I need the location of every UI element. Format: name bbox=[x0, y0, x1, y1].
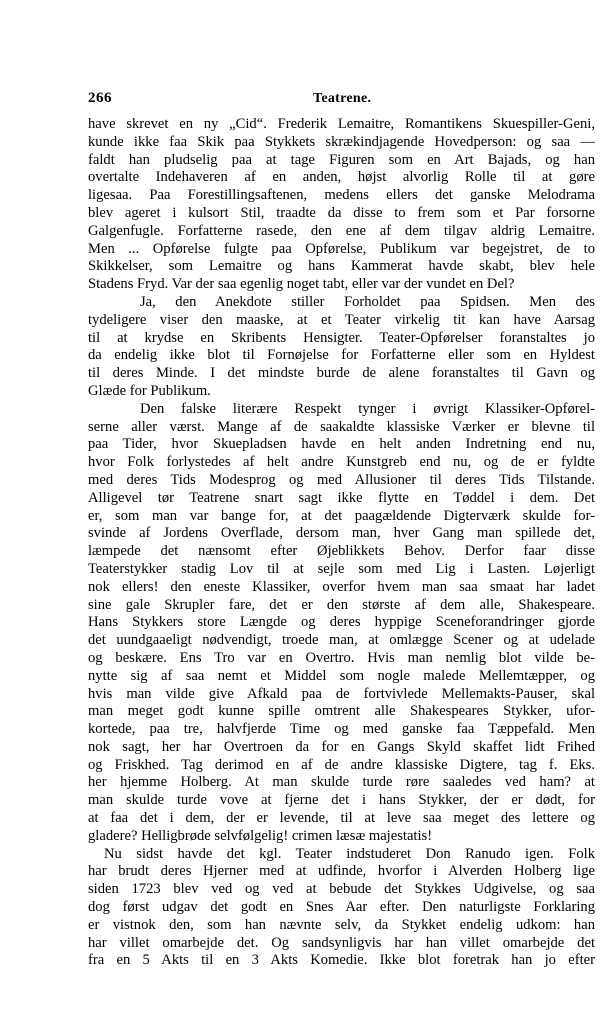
text-line: til at krydse en Skribents Hensigter. Teater-Opførelser foranstaltes jo bbox=[88, 329, 595, 346]
text-line: sine gale Skrupler fare, det er den største af dem alle, Shakespeare. bbox=[88, 596, 595, 613]
text-line: nok ellers! den eneste Klassiker, overfor hvem man saa smaat har ladet bbox=[88, 578, 595, 595]
text-line: faldt han pludselig paa at tage Figuren som en Art Bajads, og han bbox=[88, 151, 595, 168]
text-line: og beskære. Ens Tro var en Overtro. Hvis man nemlig blot vilde be- bbox=[88, 649, 595, 666]
text-line: har brudt deres Hjerner med at udfinde, hvorfor i Alverden Holberg lige bbox=[88, 863, 595, 880]
text-line: Alligevel tør Teatrene snart sagt ikke flytte en Tøddel i dem. Det bbox=[88, 489, 595, 506]
text-line: paa Tider, hvor Skuepladsen havde en helt anden Indretning end nu, bbox=[88, 436, 595, 453]
text-line: Teaterstykker stadig Lov til at sejle som med Lig i Lasten. Løjerligt bbox=[88, 560, 595, 577]
text-line: nytte sig af saa nemt et Middel som nogle malede Mellemtæpper, og bbox=[88, 667, 595, 684]
text-line: Hans Stykkers store Længde og deres hyppige Sceneforandringer gjorde bbox=[88, 614, 595, 631]
text-line: gladere? Helligbrøde selvfølgelig! crimen læsæ majestatis! bbox=[88, 827, 433, 844]
text-line: Stadens Fryd. Var der saa egenlig noget tabt, eller var der vundet en Del? bbox=[88, 276, 515, 293]
paragraph-start-line: Ja, den Anekdote stiller Forholdet paa Spidsen. Men des bbox=[140, 293, 595, 310]
text-line: hvis man vilde give Afkald paa de fortvivlede Mellemakts-Pauser, skal bbox=[88, 685, 595, 702]
text-line: Skikkelser, som Lemaitre og hans Kammerat havde skabt, blev hele bbox=[88, 258, 595, 275]
text-line: Galgenfugle. Forfatterne rasede, den ene af dem tilgav aldrig Lemaitre. bbox=[88, 222, 595, 239]
text-line: da endelig ikke blot til Fornøjelse for Forfatterne eller som en Hyldest bbox=[88, 347, 595, 364]
text-line: hvor Folk forlystedes af helt andre Kunstgreb end nu, og de er fyldte bbox=[88, 454, 595, 471]
text-line: tydeligere viser den maaske, at et Teater virkelig tit kan have Aarsag bbox=[88, 311, 595, 328]
text-line: til deres Minde. I det mindste burde de alene foranstaltes til Gavn og bbox=[88, 365, 595, 382]
text-line: kortede, paa tre, halvfjerde Time og med ganske faa Tæppefald. Men bbox=[88, 721, 595, 738]
text-line: blev ageret i kulsort Stil, traadte da disse to frem som et Par forsorne bbox=[88, 204, 595, 221]
text-line: at faa det i dem, der er levende, til at leve saa meget des lettere og bbox=[88, 810, 595, 827]
text-line: siden 1723 blev ved og ved at bebude det Stykkes Udgivelse, og saa bbox=[88, 881, 595, 898]
text-line: med deres Tids Modesprog og med Allusioner til deres Tids Tilstande. bbox=[88, 471, 595, 488]
page-number: 266 bbox=[88, 90, 112, 106]
text-line: man meget godt kunne spille omtrent alle Shakespeares Stykker, ufor- bbox=[88, 703, 595, 720]
text-line: ligesaa. Paa Forestillingsaftenen, medens ellers det ganske Melodrama bbox=[88, 187, 595, 204]
text-line: have skrevet en ny „Cid“. Frederik Lemaitre, Romantikens Skuespiller-Geni, bbox=[88, 116, 595, 132]
page-header bbox=[88, 90, 595, 110]
text-line: Men ... Opførelse fulgte paa Opførelse, Publikum var begejstret, de to bbox=[88, 240, 595, 257]
text-line: her hjemme Holberg. At man skulde turde røre saaledes ved ham? at bbox=[88, 774, 595, 791]
text-line: Glæde for Publikum. bbox=[88, 382, 211, 399]
running-head: Teatrene. bbox=[313, 91, 372, 106]
text-line: svinde af Jordens Overflade, dersom man, hver Gang man spillede det, bbox=[88, 525, 595, 542]
text-line: man skulde turde vove at fjerne det i hans Stykker, der er dødt, for bbox=[88, 792, 595, 809]
text-line: dog først udgav det godt en Snes Aar efter. Den naturligste Forklaring bbox=[88, 899, 595, 916]
text-line: nok sagt, her har Overtroen da for en Gangs Skyld skaffet lidt Frihed bbox=[88, 738, 595, 755]
text-line: er, som man var bange for, at det paagældende Digterværk skulde for- bbox=[88, 507, 595, 524]
text-line: overtalte Indehaveren af en anden, højst alvorlig Rolle til at gøre bbox=[88, 169, 595, 186]
text-line: serne aller værst. Mange af de saakaldte klassiske Værker er blevne til bbox=[88, 418, 595, 435]
text-line: kunde ikke faa Skik paa Stykkets skrækindjagende Hovedperson: og saa — bbox=[88, 133, 595, 150]
text-line: er vistnok den, som han nævnte selv, da Stykket endelig udkom: han bbox=[88, 916, 595, 933]
body-text bbox=[88, 116, 595, 970]
paragraph-start-line: Den falske literære Respekt tynger i øvrigt Klassiker-Opførel- bbox=[140, 400, 595, 417]
text-line: læmpede det nænsomt efter Øjeblikkets Behov. Derfor faar disse bbox=[88, 543, 595, 560]
paragraph-start-line: Nu sidst havde det kgl. Teater indstuderet Don Ranudo igen. Folk bbox=[104, 845, 595, 862]
text-line: har villet omarbejde det. Og sandsynligvis har han villet omarbejde det bbox=[88, 934, 595, 951]
text-line: det uundgaaeligt nødvendigt, troede man, at omlægge Scener og at udelade bbox=[88, 632, 595, 649]
text-line: og Friskhed. Tag derimod en af de andre klassiske Digtere, tag f. Eks. bbox=[88, 756, 595, 773]
text-line: fra en 5 Akts til en 3 Akts Komedie. Ikke blot foretrak han jo efter bbox=[88, 952, 595, 969]
